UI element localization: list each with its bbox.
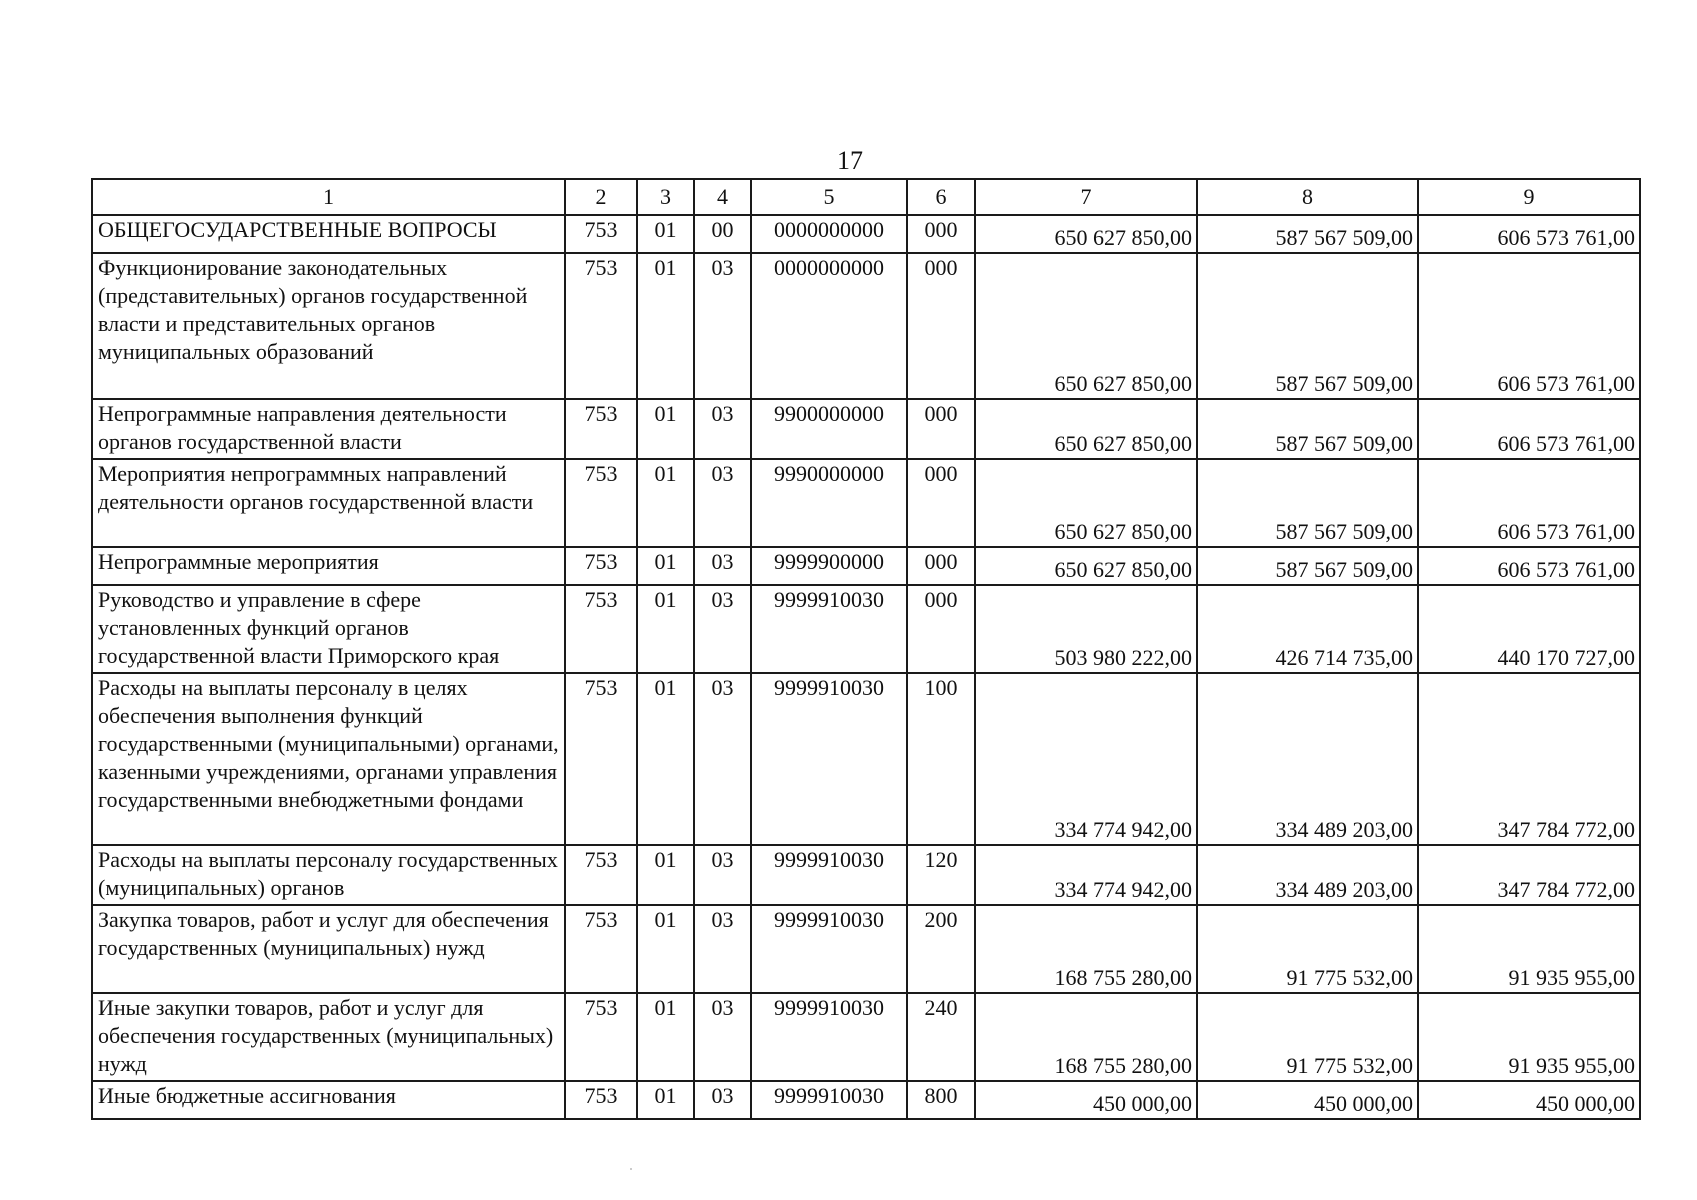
row-name: Руководство и управление в сфере установленных функций органов государственной власти Приморского края bbox=[92, 585, 565, 673]
row-amount-7: 650 627 850,00 bbox=[975, 459, 1197, 547]
budget-table bbox=[91, 178, 1641, 1120]
row-code-4: 03 bbox=[694, 547, 751, 585]
row-code-4: 03 bbox=[694, 585, 751, 673]
table-row bbox=[92, 585, 1640, 673]
header-row bbox=[92, 179, 1640, 215]
row-code-6: 000 bbox=[907, 585, 975, 673]
table-row bbox=[92, 459, 1640, 547]
row-amount-8: 587 567 509,00 bbox=[1197, 459, 1418, 547]
row-code-4: 03 bbox=[694, 459, 751, 547]
column-header-9: 9 bbox=[1418, 179, 1640, 215]
table-row bbox=[92, 1081, 1640, 1119]
row-code-5: 9999910030 bbox=[751, 585, 907, 673]
row-code-2: 753 bbox=[565, 905, 637, 993]
row-amount-9: 606 573 761,00 bbox=[1418, 547, 1640, 585]
table-row bbox=[92, 905, 1640, 993]
row-amount-9: 450 000,00 bbox=[1418, 1081, 1640, 1119]
row-amount-9: 606 573 761,00 bbox=[1418, 459, 1640, 547]
row-code-6: 000 bbox=[907, 253, 975, 399]
row-amount-7: 450 000,00 bbox=[975, 1081, 1197, 1119]
row-amount-8: 587 567 509,00 bbox=[1197, 215, 1418, 253]
row-code-2: 753 bbox=[565, 993, 637, 1081]
row-code-2: 753 bbox=[565, 459, 637, 547]
row-code-6: 200 bbox=[907, 905, 975, 993]
row-amount-8: 334 489 203,00 bbox=[1197, 673, 1418, 845]
row-code-3: 01 bbox=[637, 1081, 694, 1119]
row-code-5: 0000000000 bbox=[751, 215, 907, 253]
column-header-7: 7 bbox=[975, 179, 1197, 215]
row-code-3: 01 bbox=[637, 215, 694, 253]
row-code-4: 03 bbox=[694, 399, 751, 459]
row-code-5: 9999910030 bbox=[751, 905, 907, 993]
table-row bbox=[92, 253, 1640, 399]
row-code-6: 000 bbox=[907, 399, 975, 459]
row-code-4: 03 bbox=[694, 1081, 751, 1119]
table-row bbox=[92, 215, 1640, 253]
table-row bbox=[92, 399, 1640, 459]
row-code-3: 01 bbox=[637, 673, 694, 845]
row-amount-9: 606 573 761,00 bbox=[1418, 399, 1640, 459]
row-name: Функционирование законодательных (представительных) органов государственной власти и представительных органов муниципальных образований bbox=[92, 253, 565, 399]
column-header-8: 8 bbox=[1197, 179, 1418, 215]
row-code-3: 01 bbox=[637, 905, 694, 993]
row-code-2: 753 bbox=[565, 1081, 637, 1119]
column-header-4: 4 bbox=[694, 179, 751, 215]
row-code-6: 000 bbox=[907, 215, 975, 253]
row-name: ОБЩЕГОСУДАРСТВЕННЫЕ ВОПРОСЫ bbox=[92, 215, 565, 253]
row-amount-7: 168 755 280,00 bbox=[975, 905, 1197, 993]
row-code-6: 240 bbox=[907, 993, 975, 1081]
row-name: Закупка товаров, работ и услуг для обеспечения государственных (муниципальных) нужд bbox=[92, 905, 565, 993]
row-name: Расходы на выплаты персоналу государственных (муниципальных) органов bbox=[92, 845, 565, 905]
table-row bbox=[92, 993, 1640, 1081]
row-name: Иные бюджетные ассигнования bbox=[92, 1081, 565, 1119]
row-amount-9: 347 784 772,00 bbox=[1418, 845, 1640, 905]
row-code-4: 03 bbox=[694, 253, 751, 399]
row-amount-8: 426 714 735,00 bbox=[1197, 585, 1418, 673]
row-code-5: 9990000000 bbox=[751, 459, 907, 547]
row-amount-7: 334 774 942,00 bbox=[975, 673, 1197, 845]
row-code-3: 01 bbox=[637, 399, 694, 459]
row-code-5: 9999910030 bbox=[751, 1081, 907, 1119]
row-amount-9: 347 784 772,00 bbox=[1418, 673, 1640, 845]
row-amount-7: 650 627 850,00 bbox=[975, 253, 1197, 399]
row-amount-8: 587 567 509,00 bbox=[1197, 253, 1418, 399]
page-number: 17 bbox=[837, 146, 863, 175]
table-row bbox=[92, 547, 1640, 585]
row-code-6: 100 bbox=[907, 673, 975, 845]
row-amount-7: 650 627 850,00 bbox=[975, 215, 1197, 253]
row-code-3: 01 bbox=[637, 585, 694, 673]
row-amount-9: 606 573 761,00 bbox=[1418, 215, 1640, 253]
row-code-5: 9900000000 bbox=[751, 399, 907, 459]
row-code-6: 000 bbox=[907, 547, 975, 585]
row-code-3: 01 bbox=[637, 845, 694, 905]
row-code-4: 03 bbox=[694, 993, 751, 1081]
row-name: Иные закупки товаров, работ и услуг для обеспечения государственных (муниципальных) нужд bbox=[92, 993, 565, 1081]
row-code-2: 753 bbox=[565, 585, 637, 673]
row-code-4: 03 bbox=[694, 845, 751, 905]
row-code-3: 01 bbox=[637, 547, 694, 585]
row-amount-9: 91 935 955,00 bbox=[1418, 905, 1640, 993]
row-code-2: 753 bbox=[565, 673, 637, 845]
scan-speck bbox=[630, 1168, 632, 1170]
row-code-2: 753 bbox=[565, 845, 637, 905]
row-code-2: 753 bbox=[565, 547, 637, 585]
row-code-2: 753 bbox=[565, 215, 637, 253]
column-header-5: 5 bbox=[751, 179, 907, 215]
row-code-6: 120 bbox=[907, 845, 975, 905]
row-code-5: 9999910030 bbox=[751, 673, 907, 845]
row-amount-8: 91 775 532,00 bbox=[1197, 905, 1418, 993]
row-amount-9: 91 935 955,00 bbox=[1418, 993, 1640, 1081]
row-amount-7: 334 774 942,00 bbox=[975, 845, 1197, 905]
row-name: Непрограммные мероприятия bbox=[92, 547, 565, 585]
row-code-2: 753 bbox=[565, 399, 637, 459]
row-amount-9: 440 170 727,00 bbox=[1418, 585, 1640, 673]
row-code-4: 03 bbox=[694, 673, 751, 845]
row-code-3: 01 bbox=[637, 459, 694, 547]
table-header bbox=[92, 179, 1640, 215]
row-code-5: 9999910030 bbox=[751, 845, 907, 905]
row-name: Мероприятия непрограммных направлений деятельности органов государственной власти bbox=[92, 459, 565, 547]
row-amount-8: 91 775 532,00 bbox=[1197, 993, 1418, 1081]
row-code-5: 9999900000 bbox=[751, 547, 907, 585]
row-amount-9: 606 573 761,00 bbox=[1418, 253, 1640, 399]
column-header-3: 3 bbox=[637, 179, 694, 215]
row-amount-7: 168 755 280,00 bbox=[975, 993, 1197, 1081]
row-code-6: 800 bbox=[907, 1081, 975, 1119]
row-amount-8: 334 489 203,00 bbox=[1197, 845, 1418, 905]
column-header-6: 6 bbox=[907, 179, 975, 215]
row-amount-8: 450 000,00 bbox=[1197, 1081, 1418, 1119]
row-code-3: 01 bbox=[637, 253, 694, 399]
row-code-4: 00 bbox=[694, 215, 751, 253]
column-header-1: 1 bbox=[92, 179, 565, 215]
row-code-3: 01 bbox=[637, 993, 694, 1081]
table-row bbox=[92, 673, 1640, 845]
row-code-4: 03 bbox=[694, 905, 751, 993]
row-amount-7: 503 980 222,00 bbox=[975, 585, 1197, 673]
row-name: Непрограммные направления деятельности органов государственной власти bbox=[92, 399, 565, 459]
row-amount-8: 587 567 509,00 bbox=[1197, 399, 1418, 459]
row-code-2: 753 bbox=[565, 253, 637, 399]
row-amount-7: 650 627 850,00 bbox=[975, 547, 1197, 585]
row-amount-8: 587 567 509,00 bbox=[1197, 547, 1418, 585]
row-amount-7: 650 627 850,00 bbox=[975, 399, 1197, 459]
row-code-5: 0000000000 bbox=[751, 253, 907, 399]
table-row bbox=[92, 845, 1640, 905]
row-name: Расходы на выплаты персоналу в целях обеспечения выполнения функций государственными (муниципальными) органами, казенными учреждениями, органами управления государственными внебюджетными фондами bbox=[92, 673, 565, 845]
row-code-6: 000 bbox=[907, 459, 975, 547]
column-header-2: 2 bbox=[565, 179, 637, 215]
table-body bbox=[92, 215, 1640, 1119]
row-code-5: 9999910030 bbox=[751, 993, 907, 1081]
